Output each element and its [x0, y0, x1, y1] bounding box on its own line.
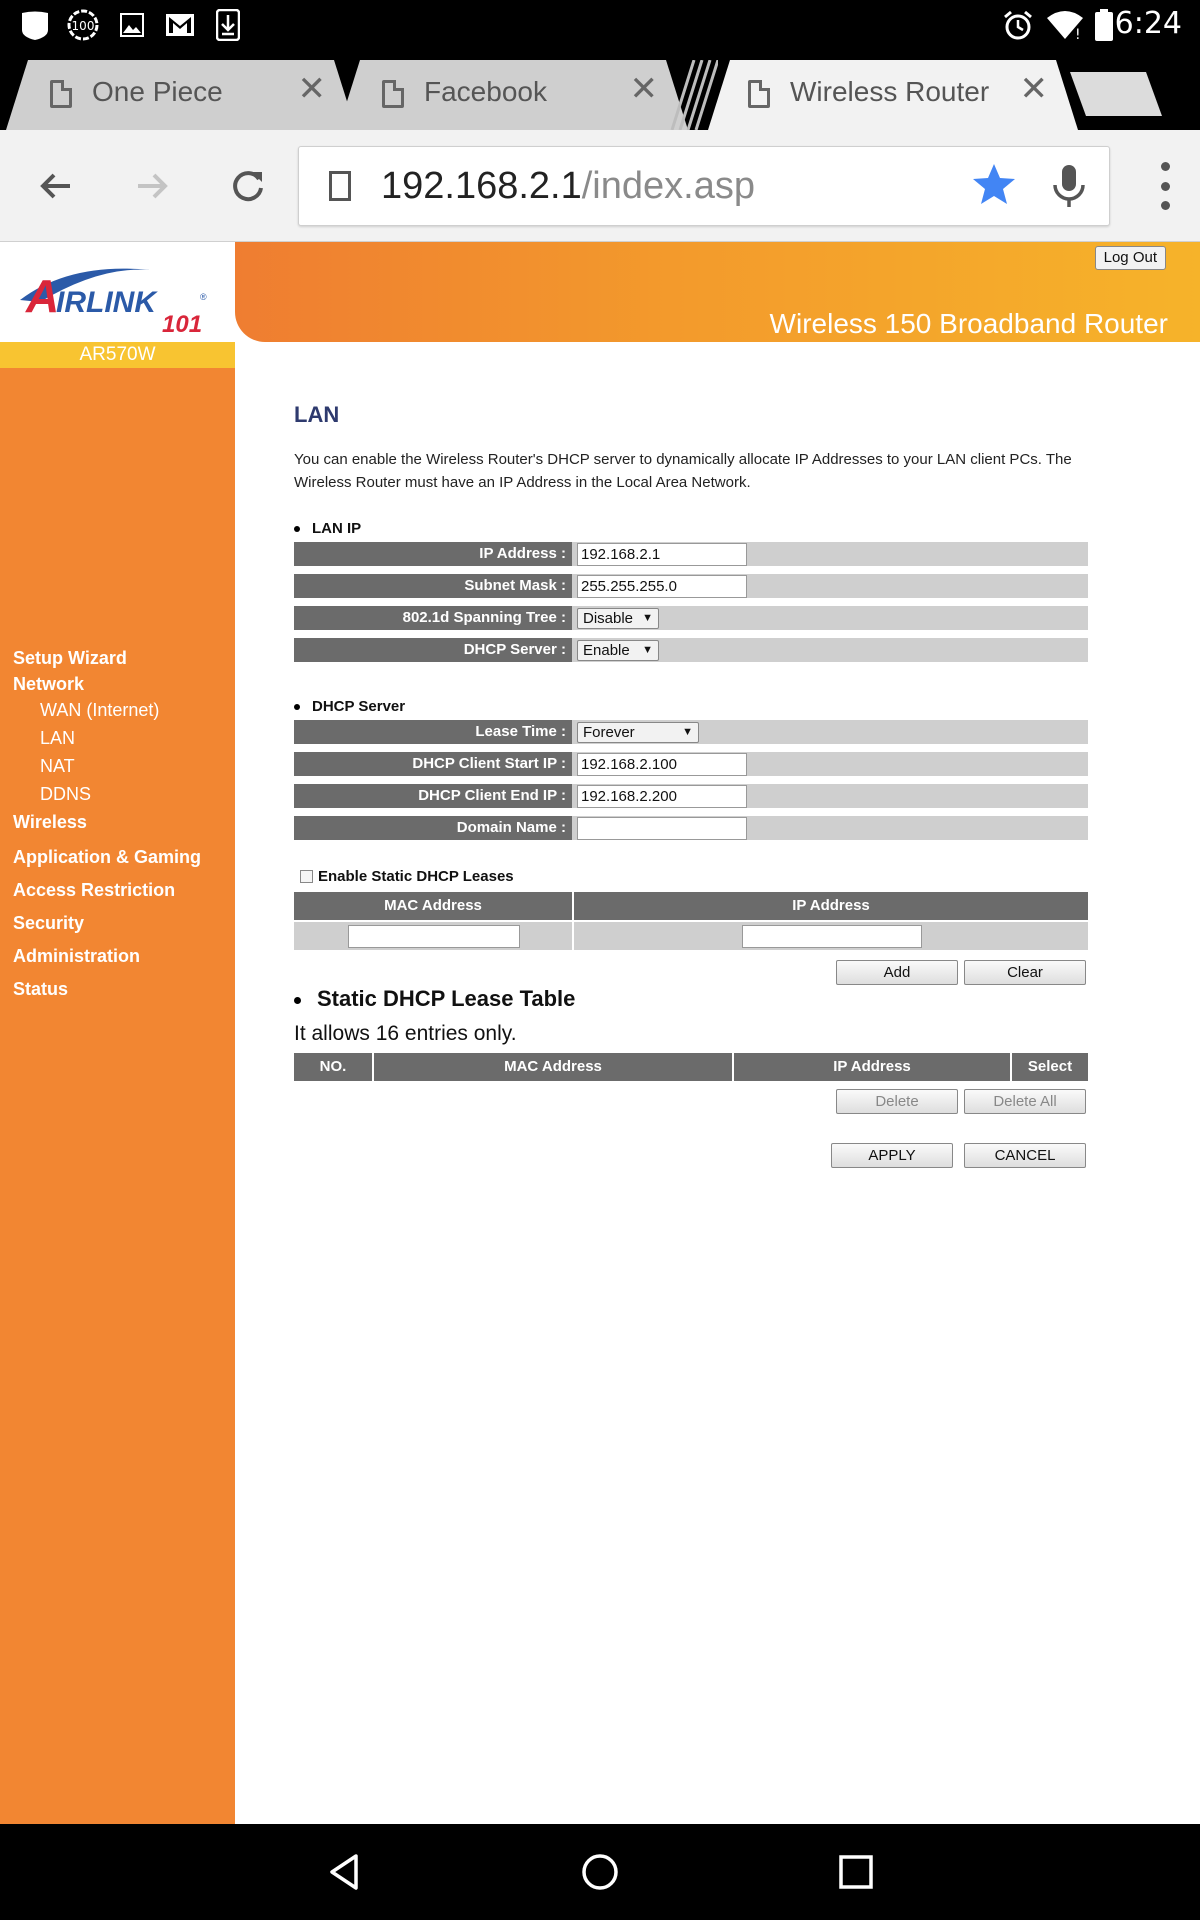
clear-button[interactable]: Clear	[964, 960, 1086, 985]
gmail-icon	[164, 8, 196, 42]
sidebar	[0, 368, 235, 1824]
reload-icon[interactable]	[220, 158, 276, 214]
svg-text:A: A	[26, 270, 60, 322]
field-label: Lease Time :	[294, 720, 572, 744]
svg-text:®: ®	[200, 292, 207, 302]
domain-name-input[interactable]	[577, 817, 747, 840]
dhcp-start-ip-input[interactable]: 192.168.2.100	[577, 753, 747, 776]
close-icon[interactable]: ✕	[629, 70, 658, 108]
ip-address-input[interactable]: 192.168.2.1	[577, 543, 747, 566]
column-header-no: NO.	[294, 1053, 374, 1081]
checkbox-label: Enable Static DHCP Leases	[318, 868, 514, 885]
delete-all-button[interactable]: Delete All	[964, 1089, 1086, 1114]
add-button[interactable]: Add	[836, 960, 958, 985]
shield-icon	[18, 8, 52, 42]
form-row-spanning-tree	[294, 606, 1088, 632]
back-arrow-icon[interactable]	[28, 158, 84, 214]
page-icon	[50, 80, 72, 108]
battery-icon	[1092, 8, 1116, 42]
tab-facebook[interactable]	[338, 60, 688, 130]
clock: 6:24	[1114, 6, 1182, 41]
tab-strip	[0, 50, 1200, 130]
static-ip-input[interactable]	[742, 925, 922, 948]
field-label: IP Address :	[294, 542, 572, 566]
sidebar-item-access-restriction[interactable]: Access Restriction	[13, 880, 176, 900]
field-label: Subnet Mask :	[294, 574, 572, 598]
recents-nav-icon[interactable]	[826, 1842, 886, 1902]
home-nav-icon[interactable]	[570, 1842, 630, 1902]
column-header-mac: MAC Address	[294, 892, 574, 920]
close-icon[interactable]: ✕	[297, 70, 326, 108]
svg-text:!: !	[1075, 27, 1081, 40]
lease-table-title: Static DHCP Lease Table	[294, 986, 575, 1012]
sidebar-subitem-ddns[interactable]: DDNS	[40, 784, 92, 804]
form-row-domain-name	[294, 816, 1088, 842]
web-page	[0, 242, 1200, 1824]
airlink-logo	[0, 242, 235, 342]
field-label: DHCP Client End IP :	[294, 784, 572, 808]
sidebar-item-wireless[interactable]: Wireless	[13, 812, 87, 832]
wifi-icon	[1044, 8, 1086, 42]
model-name: AR570W	[0, 342, 235, 368]
navigation-bar	[0, 1824, 1200, 1920]
svg-text:101: 101	[162, 311, 203, 338]
sidebar-item-administration[interactable]: Administration	[13, 946, 141, 966]
dropdown-arrow-icon: ▼	[642, 644, 653, 656]
back-nav-icon[interactable]	[314, 1842, 374, 1902]
field-label: Domain Name :	[294, 816, 572, 840]
static-lease-header	[294, 892, 1088, 920]
column-header-select: Select	[1027, 1058, 1073, 1075]
field-label: DHCP Server :	[294, 638, 572, 662]
microphone-icon[interactable]	[1051, 163, 1087, 214]
dhcp-server-select[interactable]: Enable ▼	[577, 640, 659, 661]
lease-table-header	[294, 1053, 1088, 1081]
apply-button[interactable]: APPLY	[831, 1143, 953, 1168]
url-text[interactable]: 192.168.2.1/index.asp	[381, 165, 755, 207]
lease-table-note: It allows 16 entries only.	[294, 1022, 517, 1045]
logout-button[interactable]: Log Out	[1095, 246, 1166, 270]
new-tab-button[interactable]	[1070, 72, 1162, 116]
dropdown-arrow-icon: ▼	[642, 612, 653, 624]
form-row-lease-time	[294, 720, 1088, 746]
column-header-mac: MAC Address	[374, 1053, 734, 1081]
page-icon	[329, 171, 351, 201]
sidebar-item-security[interactable]: Security	[13, 913, 85, 933]
lease-time-select[interactable]: Forever ▼	[577, 722, 699, 743]
tab-title: One Piece	[92, 76, 223, 107]
form-row-subnet-mask	[294, 574, 1088, 600]
page-icon	[748, 80, 770, 108]
address-bar[interactable]	[298, 146, 1110, 226]
mac-address-input[interactable]	[348, 925, 520, 948]
form-row-start-ip	[294, 752, 1088, 778]
spanning-tree-select[interactable]: Disable ▼	[577, 608, 659, 629]
tab-wireless-router[interactable]	[708, 60, 1078, 130]
delete-button[interactable]: Delete	[836, 1089, 958, 1114]
tab-title: Wireless Router	[790, 76, 990, 107]
close-icon[interactable]: ✕	[1019, 70, 1048, 108]
sidebar-subitem-wan[interactable]: WAN (Internet)	[40, 700, 160, 720]
section-title-dhcp-server: DHCP Server	[294, 698, 405, 715]
page-title: LAN	[294, 402, 340, 427]
dropdown-arrow-icon: ▼	[682, 726, 693, 738]
bookmark-star-icon[interactable]	[971, 161, 1017, 212]
page-icon	[382, 80, 404, 108]
status-bar	[0, 0, 1200, 50]
page-description: You can enable the Wireless Router's DHCP server to dynamically allocate IP Addresses to your LAN client PCs. The Wireless Router must have an IP Address in the Local Area Network.	[294, 451, 1072, 491]
tab-title: Facebook	[424, 76, 547, 107]
subnet-mask-input[interactable]: 255.255.255.0	[577, 575, 747, 598]
form-row-ip-address	[294, 542, 1088, 568]
header-banner	[235, 242, 1200, 342]
static-dhcp-toggle	[300, 868, 514, 885]
alarm-icon	[1000, 8, 1036, 42]
field-label: 802.1d Spanning Tree :	[294, 606, 572, 630]
product-title: Wireless 150 Broadband Router	[769, 308, 1168, 339]
sidebar-item-setup-wizard[interactable]: Setup Wizard	[13, 648, 127, 668]
svg-text:100: 100	[71, 19, 95, 33]
form-row-dhcp-server	[294, 638, 1088, 664]
svg-text:IRLINK: IRLINK	[56, 286, 156, 319]
dhcp-end-ip-input[interactable]: 192.168.2.200	[577, 785, 747, 808]
overflow-menu-icon[interactable]	[1150, 162, 1180, 210]
download-icon	[214, 8, 242, 42]
enable-static-dhcp-checkbox[interactable]	[300, 870, 313, 883]
sidebar-subitem-lan[interactable]: LAN	[40, 728, 76, 748]
browser-toolbar	[0, 130, 1200, 242]
column-header-ip: IP Address	[734, 1053, 1012, 1081]
battery-saver-icon	[64, 8, 102, 42]
field-label: DHCP Client Start IP :	[294, 752, 572, 776]
tab-one-piece[interactable]	[6, 60, 356, 130]
sidebar-subitem-nat[interactable]: NAT	[40, 756, 75, 776]
cancel-button[interactable]: CANCEL	[964, 1143, 1086, 1168]
forward-arrow-icon[interactable]	[124, 158, 180, 214]
section-title-lan-ip: LAN IP	[294, 520, 361, 537]
image-icon	[118, 8, 146, 42]
column-header-ip: IP Address	[792, 897, 870, 914]
sidebar-item-status[interactable]: Status	[13, 979, 69, 999]
form-row-end-ip	[294, 784, 1088, 810]
sidebar-item-application-gaming[interactable]: Application & Gaming	[13, 847, 202, 867]
sidebar-item-network[interactable]: Network	[13, 674, 85, 694]
static-lease-input-row	[294, 922, 1088, 950]
